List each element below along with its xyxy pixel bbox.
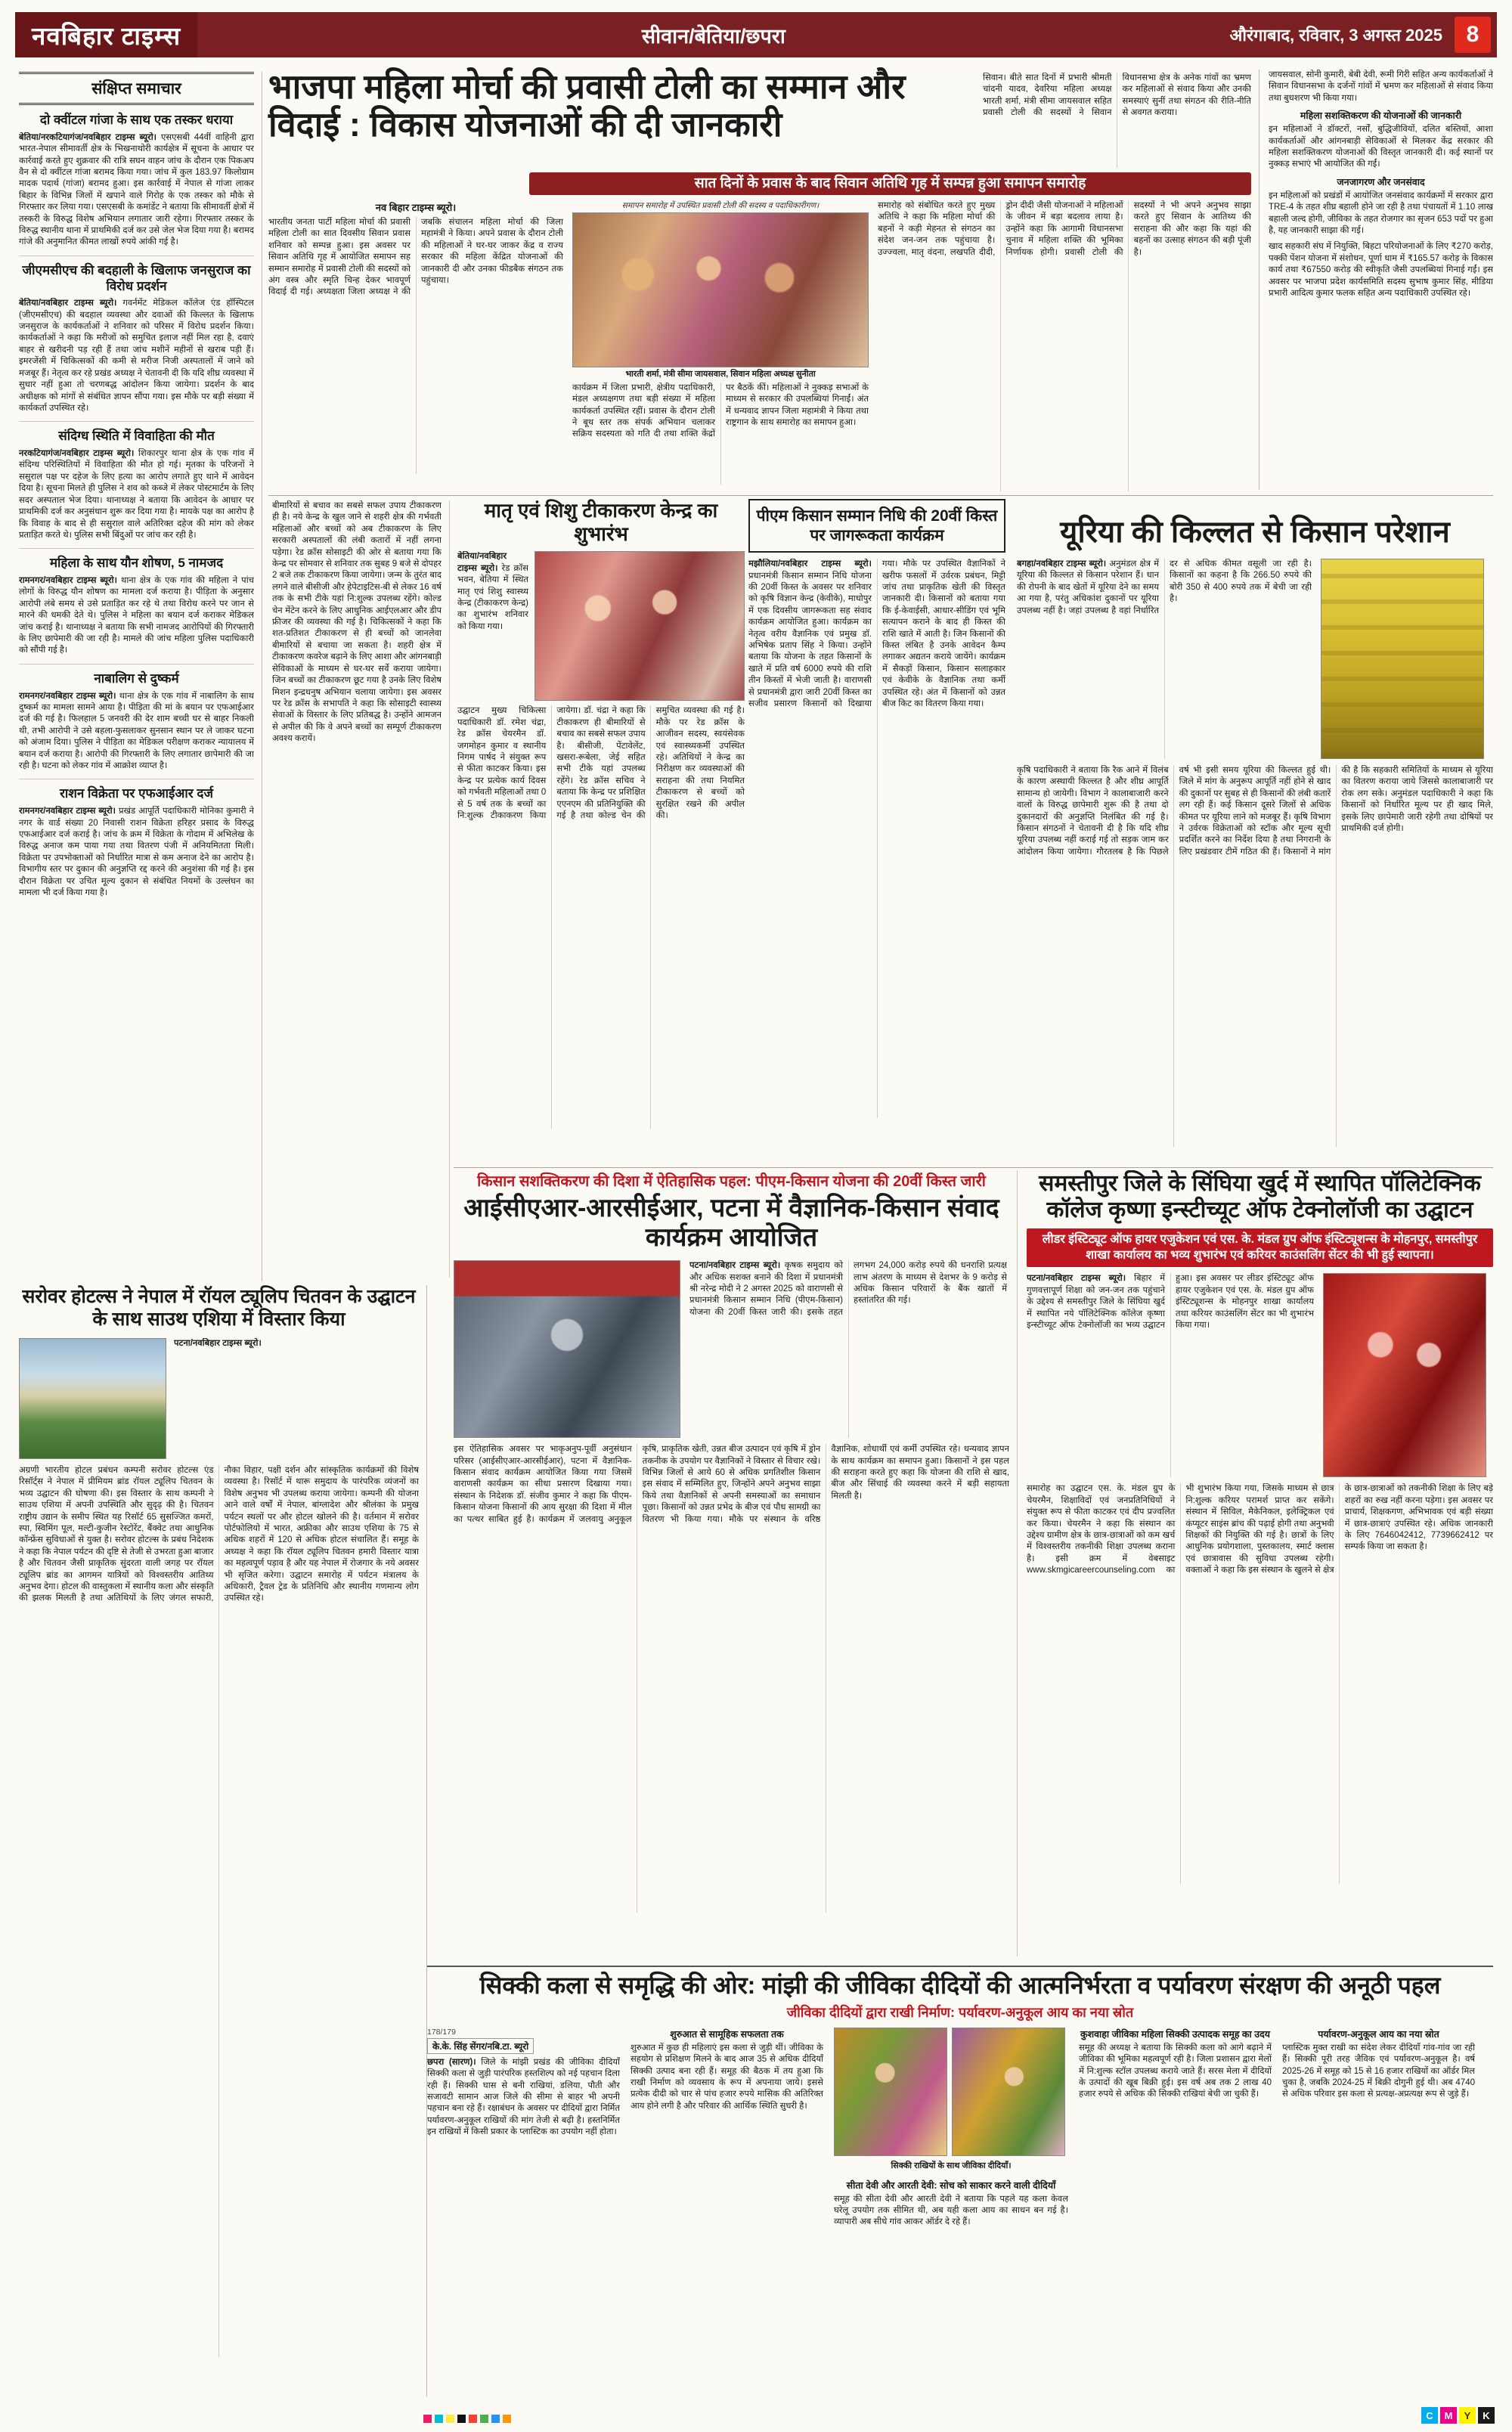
rail-para-3: इन महिलाओं को प्रखंडों में आयोजित जनसंवाद कार्यक्रमों में सरकार द्वारा TRE-4 के तहत शीघ्र बहाली होने जा रही है तथा पंचायतों में 1.10 लाख बहाली जल्द होगी, जीविका के तहत रोजगार का सृजन 653 पदों पर हुआ है, यह जानकारी साझा की गई। xyxy=(1269,191,1493,236)
matri-side-column: बीमारियों से बचाव का सबसे सफल उपाय टीकाकरण ही है। नये केन्द्र के खुल जाने से शहरी क्षेत्र की गर्भवती महिलाओं और बच्चों को अब टीकाकरण के लिए सरकारी अस्पतालों की लंबी कतारों में नहीं लगना पड़ेगा। रेड क्रॉस सोसाइटी की ओर से बताया गया कि केन्द्र पर सोमवार से शनिवार तक सुबह 9 बजे से दोपहर 2 बजे तक टीकाकरण किया जायेगा। जन्म के तुरंत बाद लगने वाले बीसीजी और हेपेटाइटिस-बी से लेकर 16 वर्ष तक के सभी टीके यहां नि:शुल्क उपलब्ध रहेंगे। कोल्ड चेन मेंटेन करने के लिए आधुनिक आईएलआर और डीप फ्रीजर की व्यवस्था की गई है। चिकित्सकों ने कहा कि शत-प्रतिशत टीकाकरण से ही बच्चों को जानलेवा बीमारियों से बचाया जा सकता है। शहरी क्षेत्र में टीकाकरण कवरेज बढ़ाने के लिए आशा और आंगनबाड़ी सेविकाओं के माध्यम से घर-घर सर्वे कराया जायेगा। जिन बच्चों का टीकाकरण छूट गया है उनके लिए विशेष मिशन इन्द्रधनुष अभियान चलाया जायेगा। इस अवसर पर रेड क्रॉस के सभापति ने कहा कि सोसाइटी स्वास्थ्य सेवाओं के विस्तार के लिए प्रतिबद्ध है। उन्होंने आमजन से अपील की कि वे अपने बच्चों का सम्पूर्ण टीकाकरण अवश्य करायें। xyxy=(272,500,450,1278)
polytechnic-photo xyxy=(1323,1273,1486,1477)
sarovar-body: अग्रणी भारतीय होटल प्रबंधन कम्पनी सरोवर होटल्स एंड रिसॉर्ट्स ने नेपाल में प्रीमियम ब्रांड रॉयल ट्यूलिप चितवन के भव्य उद्घाटन की घोषणा की। इस विस्तार के साथ कम्पनी ने साउथ एशिया में अपनी उपस्थिति और सुदृढ़ की है। चितवन राष्ट्रीय उद्यान के समीप स्थित यह रिसॉर्ट 65 सुसज्जित कमरों, स्पा, स्विमिंग पूल, मल्टी-कुजीन रेस्टोरेंट, बैंक्वेट तथा आधुनिक कॉन्फ्रेंस सुविधाओं से युक्त है। सरोवर होटल्स के प्रबंध निदेशक ने कहा कि नेपाल पर्यटन की दृष्टि से तेजी से उभरता हुआ बाजार है और चितवन जैसी प्राकृतिक सुंदरता वाली जगह पर रॉयल ट्यूलिप ब्रांड का आगमन यात्रियों को विश्वस्तरीय आतिथ्य अनुभव देगा। होटल की वास्तुकला में स्थानीय कला और संस्कृति की झलक मिलती है तथा अतिथियों के लिए जंगल सफारी, नौका विहार, पक्षी दर्शन और सांस्कृतिक कार्यक्रमों की विशेष व्यवस्था है। रिसॉर्ट में थारू समुदाय के पारंपरिक व्यंजनों का विशेष अनुभव भी उपलब्ध कराया जायेगा। कम्पनी की योजना आने वाले वर्षों में नेपाल, बांग्लादेश और श्रीलंका के प्रमुख पर्यटन स्थलों पर और होटल खोलने की है। वर्तमान में सरोवर पोर्टफोलियो में भारत, अफ्रीका और साउथ एशिया के 75 से अधिक शहरों में 120 से अधिक होटल संचालित हैं। समूह के अध्यक्ष ने कहा कि रॉयल ट्यूलिप चितवन हमारी विस्तार यात्रा का महत्वपूर्ण पड़ाव है और यह नेपाल में रोजगार के नये अवसर भी सृजित करेगा। उद्घाटन समारोह में पर्यटन मंत्रालय के अधिकारी, ट्रैवल ट्रेड के प्रतिनिधि और स्थानीय गणमान्य लोग उपस्थित रहे। xyxy=(19,1466,419,1603)
mark-dot xyxy=(469,2415,477,2423)
registration-marks xyxy=(423,2415,511,2423)
brief-headline: नाबालिग से दुष्कर्म xyxy=(94,671,179,686)
brief-news-item xyxy=(19,556,254,665)
sikki-subhead-5: पर्यावरण-अनुकूल आय का नया स्रोत xyxy=(1318,2028,1439,2040)
icar-dateline: पटना/नवबिहार टाइम्स ब्यूरो। xyxy=(689,1261,781,1271)
rail-para-2: इन महिलाओं ने डॉक्टरों, नर्सों, बुद्धिजीवियों, दलित बस्तियों, आशा कार्यकर्ताओं और आंगनबाड़ी सेविकाओं से मिलकर केंद्र सरकार की महिला सशक्तिकरण योजनाओं की विस्तृत जानकारी दी। कई स्थानों पर नुक्कड़ सभाएं भी आयोजित की गईं। xyxy=(1269,125,1493,169)
sikki-headline: सिक्की कला से समृद्धि की ओर: मांझी की जीविका दीदियों की आत्मनिर्भरता व पर्यावरण संरक्षण की अनूठी पहल xyxy=(479,1972,1441,1999)
sikki-photo-2 xyxy=(952,2028,1065,2156)
sarovar-photo xyxy=(19,1338,166,1459)
matri-photo xyxy=(534,551,745,701)
cmyk-marks xyxy=(1421,2407,1495,2424)
urea-body-bottom: कृषि पदाधिकारी ने बताया कि रैक आने में विलंब के कारण अस्थायी किल्लत है और शीघ्र आपूर्ति सामान्य हो जायेगी। विभाग ने कालाबाजारी करने वालों के विरुद्ध छापेमारी शुरू की है तथा दो दुकानदारों की अनुज्ञप्ति निलंबित की गई है। किसान संगठनों ने चेतावनी दी है कि यदि शीघ्र यूरिया उपलब्ध नहीं कराई गई तो सड़क जाम कर आंदोलन किया जायेगा। गौरतलब है कि पिछले वर्ष भी इसी समय यूरिया की किल्लत हुई थी। जिले में मांग के अनुरूप आपूर्ति नहीं होने से खाद की दुकानों पर सुबह से ही किसानों की लंबी कतारें लग रही हैं। कई किसान दूसरे जिलों से अधिक कीमत पर यूरिया लाने को मजबूर हैं। कृषि विभाग ने उर्वरक विक्रेताओं को स्टॉक और मूल्य सूची प्रदर्शित करने का निर्देश दिया है तथा निगरानी के लिए प्रखंडवार टीमें गठित की हैं। किसानों ने मांग की है कि सहकारी समितियों के माध्यम से यूरिया का वितरण कराया जाये जिससे कालाबाजारी पर रोक लग सके। अनुमंडल पदाधिकारी ने कहा कि किसानों को निर्धारित मूल्य पर ही खाद मिले, इसके लिए छापेमारी जारी रहेगी तथा दोषियों पर प्राथमिकी दर्ज होगी। xyxy=(1017,766,1493,857)
sikki-text-1: जिले के मांझी प्रखंड की जीविका दीदियाँ सिक्की कला से जुड़ी पारंपरिक हस्तशिल्प को नई पहचान दिला रही हैं। सिक्की घास से बनी राखियां, डलिया, पौती और सजावटी सामान आज जिले की सीमा से बाहर भी अपनी पहचान बना रहे हैं। रक्षाबंधन के अवसर पर दीदियों द्वारा निर्मित पर्यावरण-अनुकूल राखियों की मांग तेजी से बढ़ी है। हस्तनिर्मित इन राखियों में किसी प्रकार के प्लास्टिक का उपयोग नहीं होता। xyxy=(427,2057,620,2137)
urea-photo xyxy=(1321,559,1484,759)
polytechnic-headline: समस्तीपुर जिले के सिंघिया खुर्द में स्थापित पॉलिटेक्निक कॉलेज कृष्णा इन्स्टीच्यूट ऑफ टेक्नोलॉजी का उद्घाटन xyxy=(1039,1171,1481,1223)
lead-headline: भाजपा महिला मोर्चा की प्रवासी टोली का सम्मान और विदाई : विकास योजनाओं की दी जानकारी xyxy=(268,67,906,144)
urea-row xyxy=(1017,559,1493,759)
paper-name: नवबिहार टाइम्स xyxy=(15,12,197,57)
sikki-columns xyxy=(427,2028,1493,2345)
brief-text: प्रखंड आपूर्ति पदाधिकारी मोनिका कुमारी ने नगर के वार्ड संख्या 20 निवासी राशन विक्रेता हरिहर प्रसाद के विरुद्ध एफआईआर दर्ज कराई है। जांच के क्रम में विक्रेता के गोदाम में अभिलेख के विरुद्ध अनाज कम पाया गया तथा वितरण पंजी में अनियमितता मिली। विक्रेता पर उपभोक्ताओं को निर्धारित मात्रा से कम अनाज देने का आरोप है। विभागीय स्तर पर दुकान की अनुज्ञप्ति रद्द करने की अनुशंसा की गई है। इस दौरान विक्रेता पर उचित मूल्य दुकान से संबंधित नियमों के उल्लंघन का मामला भी दर्ज किया गया है। xyxy=(19,807,254,898)
matri-intro-text: रेड क्रॉस भवन, बेतिया में स्थित मातृ एवं शिशु स्वास्थ्य केन्द्र (टीकाकरण केन्द्र) का शुभारंभ शनिवार को किया गया। xyxy=(457,563,528,631)
mark-dot xyxy=(446,2415,454,2423)
polytechnic-dateline: पटना/नवबिहार टाइम्स ब्यूरो। xyxy=(1027,1274,1126,1284)
section-divider xyxy=(454,1167,1493,1168)
icar-row xyxy=(454,1260,1009,1438)
brief-headline: संदिग्ध स्थिति में विवाहिता की मौत xyxy=(58,429,215,444)
edition-title: सीवान/बेतिया/छपरा xyxy=(641,24,785,48)
brief-news-item xyxy=(19,113,254,256)
icar-body-bottom: इस ऐतिहासिक अवसर पर भाकृअनुप-पूर्वी अनुसंधान परिसर (आईसीएआर-आरसीईआर), पटना में वैज्ञानिक-किसान संवाद कार्यक्रम आयोजित किया गया जिसमें वाराणसी कार्यक्रम का सीधा प्रसारण दिखाया गया। संस्थान के निदेशक डॉ. संजीव कुमार ने कहा कि पीएम-किसान योजना किसानों की आय सुरक्षा की दिशा में मील का पत्थर साबित हुई है। कार्यक्रम में जलवायु अनुकूल कृषि, प्राकृतिक खेती, उन्नत बीज उत्पादन एवं कृषि में ड्रोन तकनीक के उपयोग पर वैज्ञानिकों ने विस्तार से विचार रखे। विभिन्न जिलों से आये 60 से अधिक प्रगतिशील किसान इस संवाद में सम्मिलित हुए, जिन्होंने अपने अनुभव साझा किये तथा वैज्ञानिकों से अपनी समस्याओं का समाधान पूछा। किसानों को उन्नत प्रभेद के बीज एवं पौध सामग्री का वितरण भी किया गया। मौके पर संस्थान के वरिष्ठ वैज्ञानिक, शोधार्थी एवं कर्मी उपस्थित रहे। धन्यवाद ज्ञापन के साथ कार्यक्रम का समापन हुआ। किसानों ने इस पहल की सराहना करते हुए कहा कि योजना की राशि से खाद, बीज और सिंचाई की व्यवस्था करने में बड़ी सहायता मिलती है। xyxy=(454,1445,1009,1524)
lead-kicker: सात दिनों के प्रवास के बाद सिवान अतिथि गृह में सम्पन्न हुआ समापन समारोह xyxy=(529,172,1251,195)
brief-news-item xyxy=(19,263,254,423)
brief-body xyxy=(19,448,254,541)
icar-body-top xyxy=(689,1260,1007,1438)
cmyk-m: M xyxy=(1440,2407,1457,2424)
rail-para-1: जायसवाल, सोनी कुमारी, बेबी देवी, रूमी गिरी सहित अन्य कार्यकर्ताओं ने सिवान विधानसभा के दर्जनों गांवों में भ्रमण कर महिलाओं से संवाद किया तथा बुधशरण भी किया गया। xyxy=(1269,70,1493,103)
lead-left-columns xyxy=(268,200,563,494)
lead-body-left: भारतीय जनता पार्टी महिला मोर्चा की प्रवासी महिला टोली का सात दिवसीय सिवान प्रवास शनिवार को सम्पन्न हुआ। इस अवसर पर सिवान अतिथि गृह में आयोजित समापन सह सम्मान समारोह में प्रवासी टोली की सदस्यों को अंग वस्त्र और स्मृति चिन्ह देकर भावपूर्ण विदाई दी गई। अध्यक्षता जिला अध्यक्ष ने की जबकि संचालन महिला मोर्चा की जिला महामंत्री ने किया। अपने प्रवास के दौरान टोली की महिलाओं ने घर-घर जाकर केंद्र व राज्य सरकार की महिला केंद्रित योजनाओं की जानकारी दी और उनका फीडबैक संगठन तक पहुंचाया। xyxy=(268,218,563,297)
page-number: 8 xyxy=(1455,17,1491,53)
sikki-body-1 xyxy=(427,2057,620,2344)
urea-text-top: अनुमंडल क्षेत्र में यूरिया की किल्लत से किसान परेशान हैं। धान की रोपनी के बाद खेतों में यूरिया देने का समय आ गया है, परंतु अधिकांश दुकानों पर यूरिया उपलब्ध नहीं है। जहां उपलब्ध है वहां निर्धारित दर से अधिक कीमत वसूली जा रही है। किसानों का कहना है कि 266.50 रुपये की बोरी 350 से 400 रुपये तक में बेची जा रही है। xyxy=(1017,559,1312,615)
sikki-subhead-2: शुरुआत से सामूहिक सफलता तक xyxy=(670,2028,784,2040)
mark-dot xyxy=(457,2415,466,2423)
brief-news-item xyxy=(19,786,254,906)
lead-photo-overline: समापन समारोह में उपस्थित प्रवासी टोली की सदस्य व पदाधिकारीगण। xyxy=(621,201,820,210)
sikki-col-4 xyxy=(1079,2028,1272,2345)
matri-intro xyxy=(457,551,528,701)
rail-para-4: खाद सहकारी संघ में नियुक्ति, बिहटा परियोजनाओं के लिए ₹270 करोड़, पक्की पेंशन योजना में संशोधन, पूर्णा धाम में ₹165.57 करोड़ के विकास कार्य तथा ₹67550 करोड़ की स्वीकृति जैसी उपलब्धियां गिनाई गईं। इस अवसर पर भाजपा प्रदेश कार्यसमिति सदस्य सुभाष कुमार सिंह, मीडिया प्रभारी आदित्य कुमार फलक सहित अन्य पदाधिकारी उपस्थित रहे। xyxy=(1269,242,1493,299)
sikki-body-2: शुरुआत में कुछ ही महिलाएं इस कला से जुड़ी थीं। जीविका के सहयोग से प्रशिक्षण मिलने के बाद आज 35 से अधिक दीदियाँ सिक्की उत्पाद बना रही हैं। समूह की बैठक में तय हुआ कि राखी निर्माण को व्यवसाय के रूप में अपनाया जाये। इससे प्रत्येक दीदी को चार से पांच हजार रुपये मासिक की अतिरिक्त आय होने लगी है और परिवार की आर्थिक स्थिति सुधरी है। xyxy=(631,2043,823,2111)
sikki-subhead-3: सीता देवी और आरती देवी: सोच को साकार करने वाली दीदियाँ xyxy=(846,2180,1056,2191)
sikki-byline: के.के. सिंह सेंगर/नबि.टा. ब्यूरो xyxy=(427,2038,534,2054)
sikki-photo-caption: सिक्की राखियों के साथ जीविका दीदियाँ। xyxy=(891,2161,1012,2170)
icar-text-top: कृषक समुदाय को और अधिक सशक्त बनाने की दिशा में प्रधानमंत्री श्री नरेन्द्र मोदी ने 2 अगस्त 2025 को वाराणसी से प्रधानमंत्री किसान सम्मान निधि (पीएम-किसान) योजना की 20वीं किस्त जारी की। इसके तहत लगभग 24,000 करोड़ रुपये की धनराशि प्रत्यक्ष लाभ अंतरण के माध्यम से देशभर के 9 करोड़ से अधिक किसान परिवारों के बैंक खातों में हस्तांतरित की गई। xyxy=(689,1261,1007,1317)
brief-text: शिकारपुर थाना क्षेत्र के एक गांव में संदिग्ध परिस्थितियों में विवाहिता की मौत हो गई। मृतका के परिजनों ने ससुराल पक्ष पर दहेज के लिए हत्या का आरोप लगाते हुए थाने में आवेदन दिया है। सूचना मिलते ही पुलिस ने शव को कब्जे में लेकर पोस्टमार्टम के लिए सदर अस्पताल भेज दिया। थानाध्यक्ष ने बताया कि आवेदन के आधार पर प्राथमिकी दर्ज कर अनुसंधान शुरू कर दिया गया है। मायके पक्ष का आरोप है कि विवाह के बाद से ही ससुराल वाले अतिरिक्त दहेज की मांग को लेकर प्रताड़ित करते थे। पुलिस सभी बिंदुओं पर जांच कर रही है। xyxy=(19,449,254,540)
sarovar-headline: सरोवर होटल्स ने नेपाल में रॉयल ट्यूलिप चितवन के उद्घाटन के साथ साउथ एशिया में विस्तार किया xyxy=(22,1286,416,1330)
brief-dateline: बेतिया/नरकटियागंज/नवबिहार टाइम्स ब्यूरो। xyxy=(19,132,157,142)
brief-news-title: संक्षिप्त समाचार xyxy=(19,72,254,105)
polytechnic-text-top: बिहार में गुणवत्तापूर्ण शिक्षा को जन-जन तक पहुंचाने के उद्देश्य से समस्तीपुर जिले के सिंघिया खुर्द में स्थापित नये पॉलिटेक्निक कॉलेज कृष्णा इन्स्टीच्यूट ऑफ टेक्नोलॉजी का भव्य उद्घाटन हुआ। इस अवसर पर लीडर इंस्टिट्यूट ऑफ हायर एजुकेशन एवं एस. के. मंडल ग्रुप ऑफ इंस्टिट्यूशन्स के मोहनपुर शाखा कार्यालय तथा करियर काउंसलिंग सेंटर का भी शुभारंभ किया गया। xyxy=(1027,1274,1314,1330)
sikki-body-5: प्लास्टिक मुक्त राखी का संदेश लेकर दीदियाँ गांव-गांव जा रही हैं। सिक्की पूरी तरह जैविक एवं पर्यावरण-अनुकूल है। वर्ष 2025-26 में समूह को 15 से 16 हजार राखियों का ऑर्डर मिल चुका है, जबकि 2024-25 में बिक्री दोगुनी हुई थी। अब 4740 से अधिक परिवार इस कला से प्रत्यक्ष-अप्रत्यक्ष रूप से जुड़े हैं। xyxy=(1282,2043,1475,2099)
brief-text: एसएसबी 44वीं वाहिनी द्वारा भारत-नेपाल सीमावर्ती क्षेत्र के भिखनाथोरी कार्यक्षेत्र में सूचना के आधार पर कार्रवाई करते हुए शुक्रवार की रात्रि सघन वाहन जांच के दौरान एक पिकअप वैन से दो क्वींटल गांजा बरामद किया गया। जांच में कुल 183.97 किलोग्राम मादक पदार्थ (गांजा) बरामद हुआ। इस कार्रवाई में नेपाल से गांजा लाकर बिहार के विभिन्न जिलों में खपाने वाले गिरोह के एक तस्कर को मौके से गिरफ्तार कर लिया गया। एसएसबी के कमांडेंट ने बताया कि सीमावर्ती क्षेत्रों में तस्करी के विरुद्ध विशेष अभियान लगातार जारी रहेगा। गिरफ्तार तस्कर के विरुद्ध स्थानीय थाना में प्राथमिकी दर्ज कर उसे जेल भेज दिया गया है। बरामद गांजे की अनुमानित कीमत लाखों रुपये आंकी गई है। xyxy=(19,132,254,247)
brief-headline: राशन विक्रेता पर एफआईआर दर्ज xyxy=(59,786,214,801)
sikki-dateline: छपरा (सारण)। xyxy=(427,2057,476,2067)
lead-photo xyxy=(572,212,869,367)
sikki-col-2 xyxy=(631,2028,823,2345)
sarovar-story xyxy=(19,1285,427,2396)
pm-kisan-story xyxy=(748,499,1005,1160)
brief-headline: जीएमसीएच की बदहाली के खिलाफ जनसुराज का विरोध प्रदर्शन xyxy=(22,262,251,293)
lead-body-below: कार्यक्रम में जिला प्रभारी, क्षेत्रीय पदाधिकारी, मंडल अध्यक्षगण तथा बड़ी संख्या में महिला कार्यकर्ता उपस्थित रहीं। प्रवास के दौरान टोली ने बूथ स्तर तक संपर्क अभियान चलाकर सक्रिय सदस्यता को गति दी तथा शक्ति केंद्रों पर बैठकें कीं। महिलाओं ने नुक्कड़ सभाओं के माध्यम से सरकार की उपलब्धियां गिनाईं। अंत में धन्यवाद ज्ञापन जिला महामंत्री ने किया तथा राष्ट्रगान के साथ समारोह का समापन हुआ। xyxy=(572,383,869,439)
brief-dateline: नरकटियागंज/नवबिहार टाइम्स ब्यूरो। xyxy=(19,449,135,459)
brief-headline: महिला के साथ यौन शोषण, 5 नामजद xyxy=(49,556,224,571)
sikki-body-3: समूह की सीता देवी और आरती देवी ने बताया कि पहले यह कला केवल घरेलू उपयोग तक सीमित थी, अब यही कला आय का साधन बन गई है। व्यापारी अब सीधे गांव आकर ऑर्डर दे रहे हैं। xyxy=(834,2194,1068,2227)
urea-dateline: बगहा/नवबिहार टाइम्स ब्यूरो। xyxy=(1017,559,1107,568)
brief-text: थाना क्षेत्र के एक गांव की महिला ने पांच लोगों के विरुद्ध यौन शोषण का मामला दर्ज कराया है। पीड़िता के अनुसार आरोपी लंबे समय से उसे प्रताड़ित कर रहे थे तथा विरोध करने पर जान से मारने की धमकी देते थे। पुलिस ने महिला का बयान दर्ज कराकर मेडिकल जांच कराई है। थानाध्यक्ष ने बताया कि सभी नामजद आरोपियों की गिरफ्तारी के लिए छापेमारी की जा रही है। मामले की जांच महिला पुलिस पदाधिकारी को सौंपी गई है। xyxy=(19,576,254,655)
polytechnic-body-bottom: समारोह का उद्घाटन एस. के. मंडल ग्रुप के चेयरमैन, शिक्षाविदों एवं जनप्रतिनिधियों ने संयुक्त रूप से फीता काटकर एवं दीप प्रज्वलित कर किया। चेयरमैन ने कहा कि संस्थान का उद्देश्य ग्रामीण क्षेत्र के छात्र-छात्राओं को कम खर्च में विश्वस्तरीय तकनीकी शिक्षा उपलब्ध कराना है। इसी क्रम में वेबसाइट www.skmgicareercounseling.com का भी शुभारंभ किया गया, जिसके माध्यम से छात्र नि:शुल्क करियर परामर्श प्राप्त कर सकेंगे। संस्थान में सिविल, मैकेनिकल, इलेक्ट्रिकल एवं कंप्यूटर साइंस ब्रांच की पढ़ाई होगी तथा अनुभवी शिक्षकों की नियुक्ति की गई है। छात्रों के लिए आधुनिक प्रयोगशाला, पुस्तकालय, स्मार्ट क्लास एवं छात्रावास की सुविधा उपलब्ध रहेगी। वक्ताओं ने कहा कि इस संस्थान के खुलने से क्षेत्र के छात्र-छात्राओं को तकनीकी शिक्षा के लिए बड़े शहरों का रुख नहीं करना पड़ेगा। इस अवसर पर प्राचार्य, शिक्षकगण, अभिभावक एवं बड़ी संख्या में छात्र-छात्राएं उपस्थित रहे। अधिक जानकारी के लिए 7646042412, 7739662412 पर सम्पर्क किया जा सकता है। xyxy=(1027,1484,1493,1575)
sikki-photo-column xyxy=(834,2028,1068,2345)
brief-body xyxy=(19,575,254,657)
sikki-body-4: समूह की अध्यक्ष ने बताया कि सिक्की कला को आगे बढ़ाने में जीविका की भूमिका महत्वपूर्ण रही है। जिला प्रशासन द्वारा मेलों में नि:शुल्क स्टॉल उपलब्ध कराये जाते हैं। सरस मेला में दीदियों के उत्पादों की खूब बिक्री हुई। इस वर्ष अब तक 2 लाख 40 हजार रुपये से अधिक की सिक्की राखियां बेची जा चुकी हैं। xyxy=(1079,2043,1272,2099)
icar-story xyxy=(454,1170,1009,1956)
icar-kicker: किसान सशक्तिकरण की दिशा में ऐतिहासिक पहल: पीएम-किसान योजना की 20वीं किस्त जारी xyxy=(477,1173,986,1190)
brief-dateline: रामनगर/नवबिहार टाइम्स ब्यूरो। xyxy=(19,691,116,701)
urea-body-top xyxy=(1017,559,1312,759)
matri-row xyxy=(457,551,745,701)
urea-story xyxy=(1017,499,1493,1164)
lead-continuation-rail xyxy=(1259,70,1493,490)
brief-dateline: रामनगर/नवबिहार टाइम्स ब्यूरो। xyxy=(19,576,117,586)
masthead xyxy=(15,12,1497,57)
matri-dateline: बेतिया/नवबिहार टाइम्स ब्यूरो। xyxy=(457,552,507,573)
masthead-dateline: औरंगाबाद, रविवार, 3 अगस्त 2025 xyxy=(1229,26,1442,45)
pm-kisan-headline: पीएम किसान सम्मान निधि की 20वीं किस्त पर जागरूकता कार्यक्रम xyxy=(748,499,1005,553)
brief-headline: दो क्वींटल गांजा के साथ एक तस्कर धराया xyxy=(39,113,234,127)
cmyk-y: Y xyxy=(1459,2407,1476,2424)
brief-body xyxy=(19,691,254,773)
sarovar-intro xyxy=(174,1338,419,1459)
brief-news-column xyxy=(19,72,262,1281)
brief-body xyxy=(19,806,254,899)
mark-dot xyxy=(480,2415,488,2423)
matri-story xyxy=(457,499,745,1160)
icar-headline: आईसीएआर-आरसीईआर, पटना में वैज्ञानिक-किसान संवाद कार्यक्रम आयोजित xyxy=(463,1194,999,1253)
brief-text: थाना क्षेत्र के एक गांव में नाबालिग के साथ दुष्कर्म का मामला सामने आया है। पीड़िता की मां के बयान पर एफआईआर दर्ज की गई है। फिलहाल 5 जनवरी की देर शाम बच्ची घर से बाहर निकली थी, तभी आरोपी ने उसे बहला-फुसलाकर सुनसान स्थान पर ले जाकर घटना को अंजाम दिया। पुलिस ने पीड़िता का मेडिकल परीक्षण कराकर न्यायालय में बयान दर्ज कराया है। आरोपी की गिरफ्तारी के लिए लगातार छापेमारी की जा रही है। घटना को लेकर गांव में आक्रोश व्याप्त है। xyxy=(19,691,254,771)
polytechnic-kicker: लीडर इंस्टिट्यूट ऑफ हायर एजुकेशन एवं एस. के. मंडल ग्रुप ऑफ इंस्टिट्यूशन्स के मोहनपुर, समस्तीपुर शाखा कार्यालय का भव्य शुभारंभ एवं करियर काउंसलिंग सेंटर की भी हुई स्थापना। xyxy=(1027,1228,1493,1268)
lead-byline: नव बिहार टाइम्स ब्यूरो। xyxy=(375,202,457,213)
rail-subhead-1: महिला सशक्तिकरण की योजनाओं की जानकारी xyxy=(1300,110,1462,122)
sikki-photos xyxy=(834,2028,1068,2156)
pm-kisan-body xyxy=(748,559,1005,1118)
sikki-subhead-4: कुशवाहा जीविका महिला सिक्की उत्पादक समूह का उदय xyxy=(1080,2028,1270,2040)
cmyk-c: C xyxy=(1421,2407,1438,2424)
section-divider xyxy=(268,495,1493,496)
brief-dateline: रामनगर/नवबिहार टाइम्स ब्यूरो। xyxy=(19,807,116,816)
mark-dot xyxy=(503,2415,511,2423)
cmyk-k: K xyxy=(1478,2407,1495,2424)
brief-news-item xyxy=(19,671,254,780)
brief-text: गवर्नमेंट मेडिकल कॉलेज एंड हॉस्पिटल (जीएमसीएच) की बदहाल व्यवस्था और दवाओं की किल्लत के खिलाफ जनसुराज के कार्यकर्ताओं ने शनिवार को परिसर में विरोध प्रदर्शन किया। कार्यकर्ताओं ने कहा कि मरीजों को समुचित इलाज नहीं मिल रहा है, दवाएं बाहर से खरीदनी पड़ रही हैं तथा जांच मशीनें महीनों से खराब पड़ी हैं। इमरजेंसी में चिकित्सकों की कमी से मरीज निजी अस्पतालों में जाने को मजबूर हैं। नेतृत्व कर रहे प्रखंड अध्यक्ष ने चेतावनी दी कि यदि शीघ्र व्यवस्था में सुधार नहीं हुआ तो चरणबद्ध आंदोलन किया जायेगा। प्रदर्शन के बाद अधीक्षक को मांगों से संबंधित ज्ञापन सौंपा गया। इस मौके पर बड़ी संख्या में कार्यकर्ता उपस्थित रहे। xyxy=(19,299,254,413)
polytechnic-row xyxy=(1027,1273,1493,1477)
sikki-photo-1 xyxy=(834,2028,947,2156)
icar-photo xyxy=(454,1260,680,1438)
brief-dateline: बेतिया/नवबिहार टाइम्स ब्यूरो। xyxy=(19,299,117,308)
matri-headline: मातृ एवं शिशु टीकाकरण केन्द्र का शुभारंभ xyxy=(484,499,718,545)
polytechnic-story xyxy=(1017,1170,1493,1956)
lead-right-columns xyxy=(878,200,1251,494)
brief-body xyxy=(19,132,254,249)
mark-dot xyxy=(491,2415,500,2423)
lead-photo-caption: भारती शर्मा, मंत्री सीमा जायसवाल, सिवान महिला अध्यक्ष सुनीता xyxy=(625,370,816,379)
matri-body: उद्घाटन मुख्य चिकित्सा पदाधिकारी डॉ. रमेश चंद्रा, रेड क्रॉस चेयरमैन डॉ. जगमोहन कुमार व स्थानीय निगम पार्षद ने संयुक्त रूप से फीता काटकर किया। इस केन्द्र पर प्रत्येक कार्य दिवस को गर्भवती महिलाओं तथा 0 से 5 वर्ष तक के बच्चों का नि:शुल्क टीकाकरण किया जायेगा। डॉ. चंद्रा ने कहा कि टीकाकरण ही बीमारियों से बचाव का सबसे सफल उपाय है। बीसीजी, पेंटावेलेंट, खसरा-रूबेला, जेई सहित सभी टीके यहां उपलब्ध रहेंगे। रेड क्रॉस सचिव ने बताया कि केन्द्र पर प्रशिक्षित एएनएम की प्रतिनियुक्ति की गई है तथा कोल्ड चेन की समुचित व्यवस्था की गई है। मौके पर रेड क्रॉस के आजीवन सदस्य, स्वयंसेवक एवं स्वास्थ्यकर्मी उपस्थित रहे। अतिथियों ने केन्द्र का निरीक्षण कर व्यवस्थाओं की सराहना की तथा नियमित टीकाकरण से बच्चों को सुरक्षित रखने की अपील की। xyxy=(457,706,745,820)
sikki-col-5 xyxy=(1282,2028,1475,2345)
sikki-issue-code: 178/179 xyxy=(427,2027,456,2037)
brief-body xyxy=(19,298,254,414)
mark-dot xyxy=(423,2415,432,2423)
lead-photo-block xyxy=(572,200,869,494)
brief-news-item xyxy=(19,429,254,549)
mark-dot xyxy=(435,2415,443,2423)
pm-kisan-text: प्रधानमंत्री किसान सम्मान निधि योजना की 20वीं किस्त के अवसर पर शनिवार को कृषि विज्ञान केन्द्र (केवीके), माधोपुर में एक दिवसीय जागरूकता सह संवाद कार्यक्रम आयोजित हुआ। कार्यक्रम का नेतृत्व वरीय वैज्ञानिक एवं प्रमुख डॉ. अभिषेक प्रताप सिंह ने किया। उन्होंने बताया कि योजना के तहत किसानों के खाते में प्रति वर्ष 6000 रुपये की राशि तीन किस्तों में भेजी जाती है। वाराणसी से प्रधानमंत्री द्वारा जारी 20वीं किस्त का सजीव प्रसारण किसानों को दिखाया गया। मौके पर उपस्थित वैज्ञानिकों ने खरीफ फसलों में उर्वरक प्रबंधन, मिट्टी जांच तथा प्राकृतिक खेती की विस्तृत जानकारी दी। किसानों को बताया गया कि ई-केवाईसी, आधार-सीडिंग एवं भूमि सत्यापन कराने के बाद ही किस्त की राशि खाते में आती है। जिन किसानों की किस्त लंबित है उनके आवेदन कैम्प लगाकर अद्यतन कराये जायेंगे। कार्यक्रम में सैकड़ों किसान, किसान सलाहकार एवं केवीके के वैज्ञानिक तथा कर्मी उपस्थित रहे। अंत में किसानों को उन्नत बीज किट का वितरण किया गया। xyxy=(748,559,1005,709)
sarovar-row xyxy=(19,1338,419,1459)
sarovar-dateline: पटना/नवबिहार टाइम्स ब्यूरो। xyxy=(174,1339,262,1348)
lead-content xyxy=(268,200,1251,494)
rail-subhead-2: जनजागरण और जनसंवाद xyxy=(1337,176,1425,187)
lead-top-columns: सिवान। बीते सात दिनों में प्रभारी श्रीमती चांदनी यादव, देवरिया महिला अध्यक्ष भारती शर्मा, मंत्री सीमा जायसवाल सहित प्रवासी टोली की सदस्यों ने सिवान विधानसभा क्षेत्र के अनेक गांवों का भ्रमण कर महिलाओं से संवाद किया और उनकी समस्याएं सुनीं तथा संगठन की रीति-नीति से अवगत कराया। xyxy=(983,73,1251,118)
lead-body-right: समारोह को संबोधित करते हुए मुख्य अतिथि ने कहा कि महिला मोर्चा की बहनों ने कड़ी मेहनत से संगठन का संदेश जन-जन तक पहुंचाया है। उज्ज्वला, मातृ वंदना, लखपति दीदी, ड्रोन दीदी जैसी योजनाओं ने महिलाओं के जीवन में बड़ा बदलाव लाया है। उन्होंने कहा कि आगामी विधानसभा चुनाव में महिला शक्ति की भूमिका निर्णायक होगी। प्रवासी टोली की सदस्यों ने भी अपने अनुभव साझा करते हुए सिवान के आतिथ्य की सराहना की और कहा कि यहां की बहनों का उत्साह संगठन की बड़ी पूंजी है। xyxy=(878,201,1251,257)
sikki-col-1 xyxy=(427,2028,620,2345)
sikki-story xyxy=(427,1966,1493,2386)
pm-kisan-dateline: मझौलिया/नवबिहार टाइम्स ब्यूरो। xyxy=(748,559,872,569)
sikki-kicker: जीविका दीदियों द्वारा राखी निर्माण: पर्यावरण-अनुकूल आय का नया स्रोत xyxy=(786,2004,1134,2020)
polytechnic-body-top xyxy=(1027,1273,1314,1477)
urea-headline: यूरिया की किल्लत से किसान परेशान xyxy=(1060,516,1450,549)
